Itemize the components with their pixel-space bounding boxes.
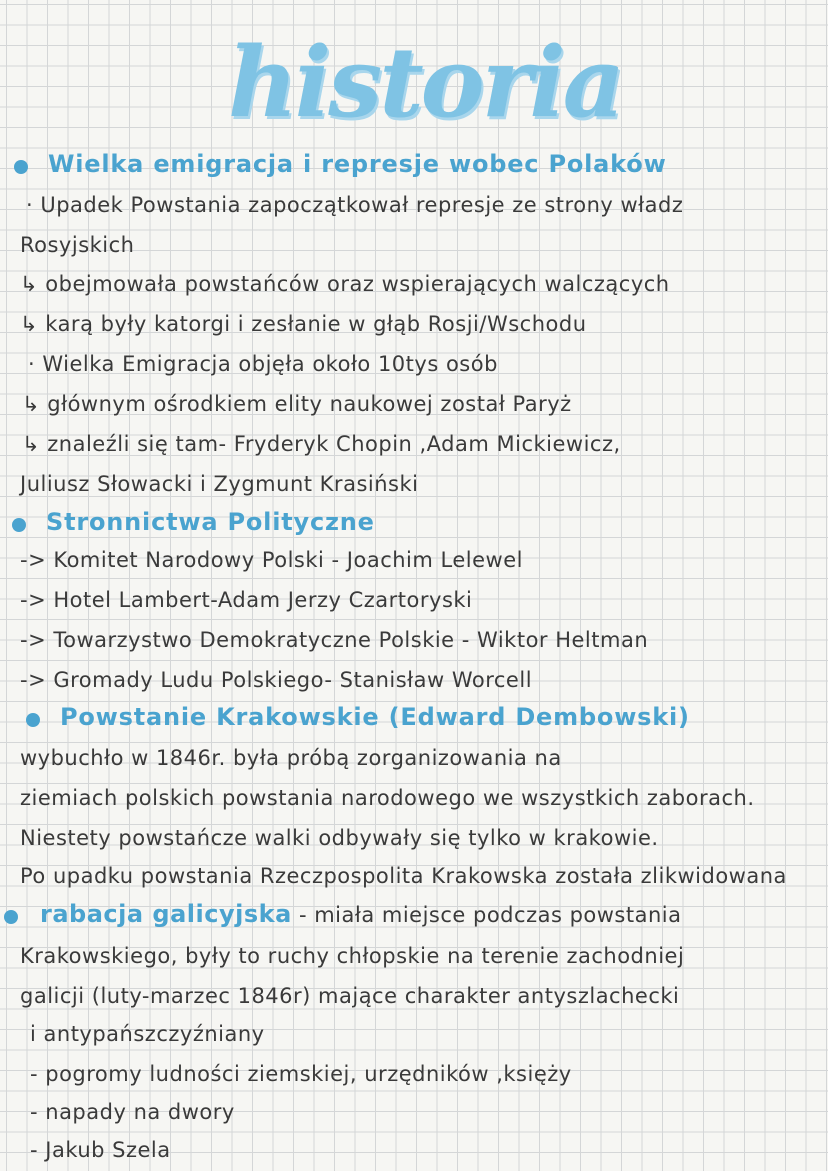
section-heading: Powstanie Krakowskie (Edward Dembowski)	[60, 703, 690, 731]
note-line: Po upadku powstania Rzeczpospolita Krakowska została zlikwidowana	[20, 864, 787, 888]
note-line	[40, 900, 681, 928]
bullet-dot-icon	[14, 160, 28, 174]
bullet-dot-icon	[4, 910, 18, 924]
note-line: - Jakub Szela	[30, 1138, 171, 1162]
note-line: -> Komitet Narodowy Polski - Joachim Lelewel	[20, 548, 523, 572]
note-line: -> Gromady Ludu Polskiego- Stanisław Worcell	[20, 668, 533, 692]
note-line: Juliusz Słowacki i Zygmunt Krasiński	[20, 472, 419, 496]
page-title: historia	[228, 26, 622, 139]
note-line: -> Hotel Lambert-Adam Jerzy Czartoryski	[20, 588, 473, 612]
note-line: ziemiach polskich powstania narodowego we wszystkich zaborach.	[20, 786, 755, 810]
note-line: Krakowskiego, były to ruchy chłopskie na terenie zachodniej	[20, 944, 685, 968]
note-line: i antypańszczyźniany	[30, 1022, 265, 1046]
note-line: ↳ głównym ośrodkiem elity naukowej został Paryż	[22, 392, 572, 416]
section-heading: Stronnictwa Polityczne	[46, 508, 375, 536]
note-line: wybuchło w 1846r. była próbą zorganizowania na	[20, 746, 562, 770]
note-line: Niestety powstańcze walki odbywały się tylko w krakowie.	[20, 826, 659, 850]
note-line: - napady na dwory	[30, 1100, 235, 1124]
note-line: - pogromy ludności ziemskiej, urzędników ,księży	[30, 1062, 572, 1086]
note-text: - miała miejsce podczas powstania	[291, 903, 682, 927]
inline-heading: rabacja galicyjska	[40, 900, 292, 928]
note-line: ↳ znaleźli się tam- Fryderyk Chopin ,Adam Mickiewicz,	[22, 432, 621, 456]
bullet-dot-icon	[26, 713, 40, 727]
note-line: -> Towarzystwo Demokratyczne Polskie - Wiktor Heltman	[20, 628, 649, 652]
section-heading: Wielka emigracja i represje wobec Polaków	[48, 150, 667, 178]
note-line: ↳ obejmowała powstańców oraz wspierających walczących	[20, 272, 670, 296]
bullet-dot-icon	[12, 518, 26, 532]
note-line: ↳ karą były katorgi i zesłanie w głąb Rosji/Wschodu	[20, 312, 587, 336]
note-line: · Upadek Powstania zapoczątkował represje ze strony władz	[26, 193, 684, 217]
note-line: galicji (luty-marzec 1846r) mające charakter antyszlachecki	[20, 984, 680, 1008]
note-line: · Wielka Emigracja objęła około 10tys osób	[28, 352, 498, 376]
note-line: Rosyjskich	[20, 233, 135, 257]
